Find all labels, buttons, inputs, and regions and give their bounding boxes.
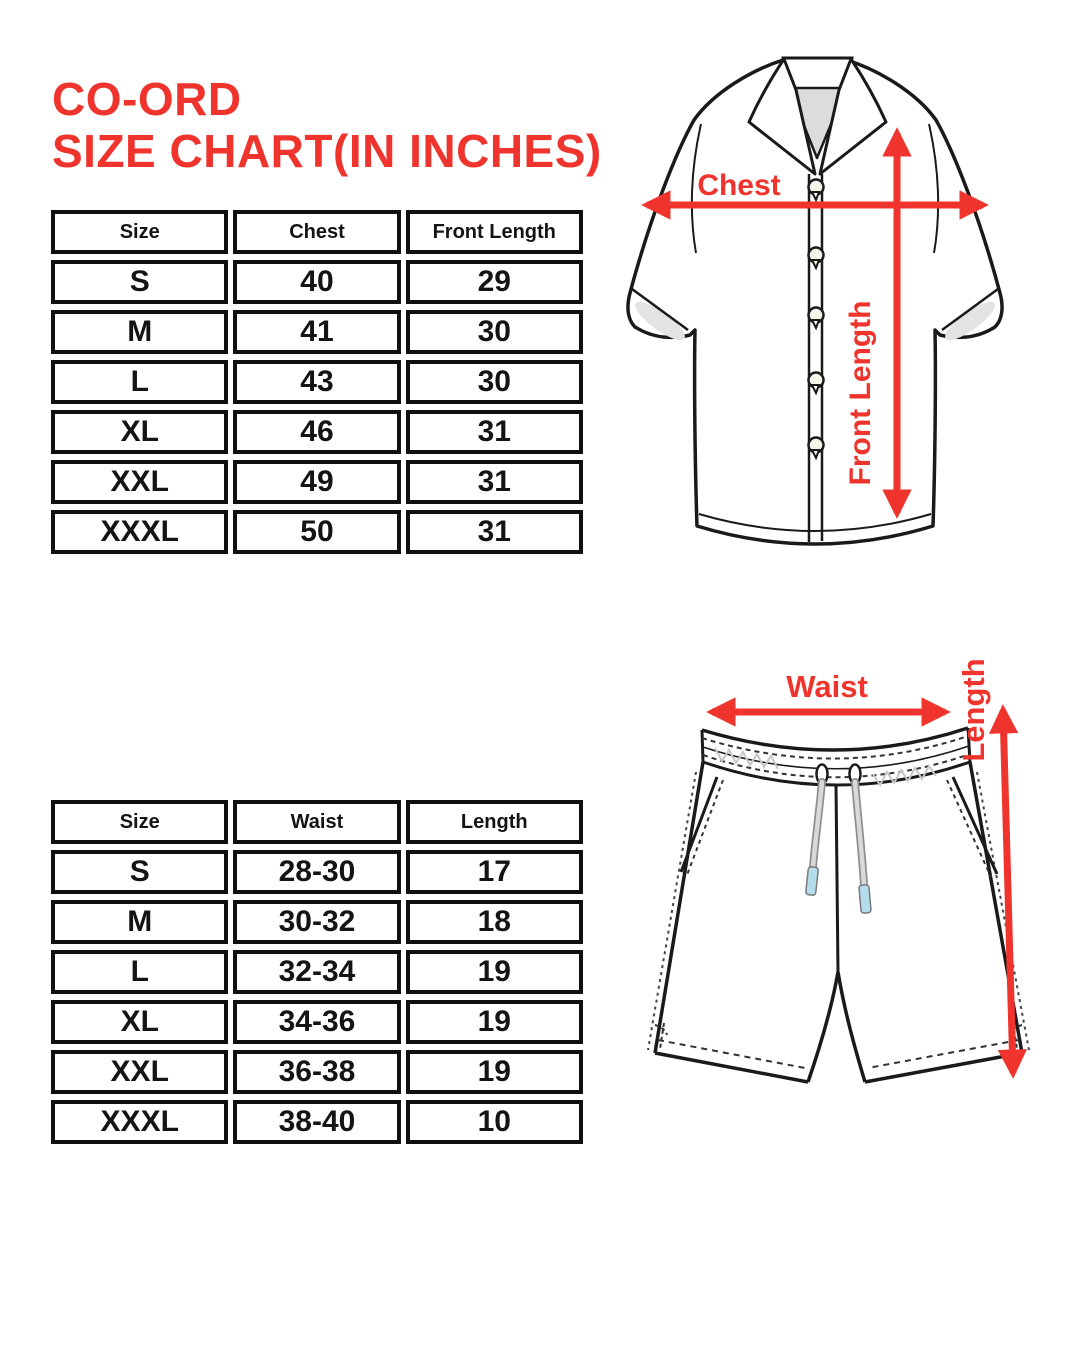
shorts-diagram: [633, 652, 1067, 1096]
table-cell: M: [51, 900, 228, 944]
shirt-size-table-container: [46, 204, 588, 560]
table-cell: L: [51, 950, 228, 994]
table-row: [51, 260, 583, 304]
page-title: [52, 74, 602, 177]
table-row: [51, 410, 583, 454]
column-header-front-length: Front Length: [406, 210, 584, 254]
page-title-line1: CO-ORD: [52, 73, 242, 125]
left-aglet: [806, 867, 819, 896]
right-aglet: [859, 885, 871, 914]
table-cell: 34-36: [233, 1000, 400, 1044]
table-row: [51, 900, 583, 944]
table-header-row: [51, 800, 583, 844]
table-cell: 30-32: [233, 900, 400, 944]
table-cell: 46: [233, 410, 400, 454]
shorts-size-table-container: [46, 794, 588, 1150]
table-row: [51, 1100, 583, 1144]
table-cell: 49: [233, 460, 400, 504]
center-front-seam: [836, 785, 838, 972]
table-cell: 19: [406, 950, 584, 994]
table-row: [51, 360, 583, 404]
table-cell: 43: [233, 360, 400, 404]
shirt-size-table: [46, 204, 588, 560]
table-row: [51, 510, 583, 554]
table-cell: 32-34: [233, 950, 400, 994]
table-cell: XXXL: [51, 1100, 228, 1144]
table-cell: 19: [406, 1050, 584, 1094]
table-cell: 38-40: [233, 1100, 400, 1144]
table-cell: S: [51, 260, 228, 304]
table-cell: 28-30: [233, 850, 400, 894]
table-cell: 18: [406, 900, 584, 944]
column-header-size: Size: [51, 800, 228, 844]
table-cell: S: [51, 850, 228, 894]
table-cell: XXXL: [51, 510, 228, 554]
table-cell: 17: [406, 850, 584, 894]
chest-label: Chest: [697, 169, 781, 202]
column-header-waist: Waist: [233, 800, 400, 844]
table-cell: XL: [51, 1000, 228, 1044]
table-cell: 31: [406, 510, 584, 554]
length-label: Length: [956, 658, 991, 762]
table-header-row: [51, 210, 583, 254]
shorts-size-table: [46, 794, 588, 1150]
table-row: [51, 850, 583, 894]
table-cell: XXL: [51, 460, 228, 504]
waist-label: Waist: [786, 669, 868, 704]
column-header-chest: Chest: [233, 210, 400, 254]
table-cell: L: [51, 360, 228, 404]
table-cell: 40: [233, 260, 400, 304]
table-cell: 31: [406, 410, 584, 454]
table-cell: 29: [406, 260, 584, 304]
table-cell: 50: [233, 510, 400, 554]
table-row: [51, 950, 583, 994]
page-title-line2: SIZE CHART(IN INCHES): [52, 124, 602, 177]
table-cell: 30: [406, 360, 584, 404]
table-cell: XL: [51, 410, 228, 454]
table-cell: 19: [406, 1000, 584, 1044]
table-cell: 30: [406, 310, 584, 354]
table-cell: 36-38: [233, 1050, 400, 1094]
front-length-label: Front Length: [844, 300, 877, 486]
table-row: [51, 310, 583, 354]
table-cell: 31: [406, 460, 584, 504]
table-row: [51, 1000, 583, 1044]
shirt-diagram: [602, 48, 1014, 576]
table-cell: 41: [233, 310, 400, 354]
table-cell: XXL: [51, 1050, 228, 1094]
column-header-length: Length: [406, 800, 584, 844]
table-row: [51, 1050, 583, 1094]
table-row: [51, 460, 583, 504]
table-cell: 10: [406, 1100, 584, 1144]
column-header-size: Size: [51, 210, 228, 254]
table-cell: M: [51, 310, 228, 354]
